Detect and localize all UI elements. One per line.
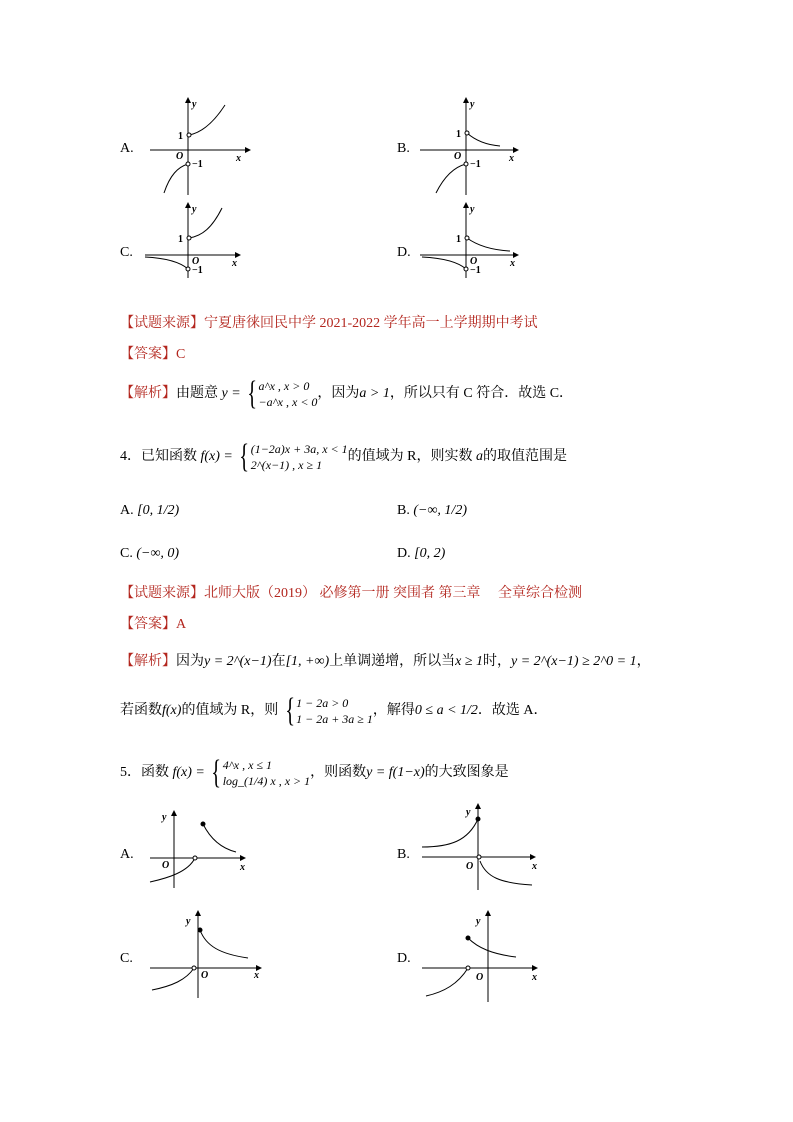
q4-option-b: [397, 503, 467, 519]
q5-stem-pre: 函数: [141, 765, 169, 781]
q5-option-a-graph: [148, 808, 253, 888]
q4-stem: [120, 440, 567, 474]
q3-option-c-graph: [140, 200, 260, 280]
label-x: x: [532, 861, 537, 872]
q3-option-d-graph: [418, 200, 538, 280]
option-label: C.: [120, 546, 133, 561]
label-x: x: [509, 153, 514, 164]
case-1: 4^x , x ≤ 1: [222, 758, 273, 772]
label-x: x: [532, 972, 537, 983]
q4-stem-pre: 已知函数: [141, 449, 197, 465]
q4-option-c: [120, 546, 179, 562]
case-2: 1 − 2a + 3a ≥ 1: [296, 712, 373, 726]
label-y: y: [470, 99, 475, 110]
q3-option-c-label: C.: [120, 245, 133, 260]
option-label: A.: [120, 503, 134, 518]
analysis-tag: 【解析】: [120, 654, 176, 669]
label-y: y: [192, 99, 197, 110]
q5-option-d-label: D.: [397, 951, 411, 966]
label-x: x: [510, 258, 515, 269]
math: 0 ≤ a < 1/2: [414, 703, 478, 719]
case-2: −a^x , x < 0: [258, 395, 318, 409]
answer-tag: 【答案】: [120, 347, 176, 362]
q3-analysis: 【解析】由题意 y = { a^x , x > 0 −a^x , x < 0 ，因为a > 1，所以只有 C 符合．故选 C．: [120, 375, 574, 412]
label-y: y: [186, 916, 191, 927]
q5-option-a-label: A.: [120, 847, 134, 862]
q5-option-c-label: C.: [120, 951, 133, 966]
label-origin: O: [454, 151, 462, 162]
q3-option-b-graph: [418, 95, 538, 200]
label-neg-one: −1: [470, 265, 481, 276]
label-neg-one: −1: [470, 159, 481, 170]
q5-stem: [120, 756, 509, 790]
label-x: x: [232, 258, 237, 269]
text: 因为: [176, 654, 204, 669]
text: 若函数: [120, 703, 162, 719]
q5-stem-mid: ，则函数: [310, 765, 367, 781]
q3-option-a-graph: [140, 95, 260, 200]
analysis-tag: 【解析】: [120, 386, 176, 402]
q5-number: 5．: [120, 765, 141, 781]
label-one: 1: [456, 234, 461, 245]
label-origin: O: [201, 970, 209, 981]
q4-fx: f(x) =: [200, 449, 233, 464]
piecewise-function: { a^x , x > 0 −a^x , x < 0: [247, 375, 318, 412]
analysis-post: ，所以只有 C 符合．故选 C．: [389, 386, 574, 402]
label-origin: O: [470, 256, 478, 267]
q4-answer: [120, 613, 186, 633]
option-value: (−∞, 1/2): [413, 503, 467, 518]
label-y: y: [192, 204, 197, 215]
label-y: y: [470, 204, 475, 215]
label-x: x: [240, 862, 245, 873]
analysis-pre: 由题意: [176, 386, 218, 402]
analysis-cond: a > 1: [359, 386, 390, 402]
analysis-mid: ，因为: [317, 386, 360, 402]
text: 的值域为 R，则: [181, 703, 279, 719]
label-one: 1: [178, 234, 183, 245]
q3-source: [120, 312, 538, 332]
label-origin: O: [466, 861, 474, 872]
label-x: x: [254, 970, 259, 981]
case-1: (1−2a)x + 3a, x < 1: [250, 442, 348, 456]
label-y: y: [162, 812, 167, 823]
case-2: log_(1/4) x , x > 1: [222, 774, 311, 788]
q5-option-b-label: B.: [397, 847, 410, 862]
q4-analysis-line2: [120, 694, 548, 728]
option-value: [0, 2): [414, 546, 446, 561]
q3-option-b-label: B.: [397, 141, 410, 156]
q5-piecewise: { 4^x , x ≤ 1 log_(1/4) x , x > 1: [211, 754, 311, 791]
math: f(x): [162, 703, 182, 719]
label-origin: O: [176, 151, 184, 162]
option-label: D.: [397, 546, 411, 561]
source-tag: 【试题来源】: [120, 316, 204, 331]
q4-piecewise: { (1−2a)x + 3a, x < 1 2^(x−1) , x ≥ 1: [239, 438, 348, 475]
q4-analysis-system: { 1 − 2a > 0 1 − 2a + 3a ≥ 1: [285, 692, 373, 729]
source-text: 宁夏唐徕回民中学 2021-2022 学年高一上学期期中考试: [204, 316, 538, 331]
q5-option-d-graph: [420, 910, 545, 1002]
label-neg-one: −1: [192, 159, 203, 170]
label-origin: O: [476, 972, 484, 983]
q4-analysis-line1: [120, 650, 651, 670]
q3-answer: [120, 343, 185, 363]
math: y = 2^(x−1): [204, 654, 272, 669]
answer-value: C: [176, 347, 186, 362]
q5-stem-post: 的大致图象是: [424, 765, 509, 781]
q3-option-a-label: A.: [120, 141, 134, 156]
case-1: 1 − 2a > 0: [296, 696, 349, 710]
math: y = 2^(x−1) ≥ 2^0 = 1: [511, 654, 637, 669]
text: 在: [271, 654, 286, 669]
q4-option-d: [397, 546, 445, 562]
label-one: 1: [178, 131, 183, 142]
text: 上单调递增，所以当: [329, 654, 456, 669]
label-y: y: [466, 807, 471, 818]
label-x: x: [236, 153, 241, 164]
source-text: 北师大版（2019） 必修第一册 突围者 第三章 全章综合检测: [204, 586, 582, 601]
q4-option-a: [120, 503, 179, 519]
math: x ≥ 1: [455, 654, 484, 669]
case-2: 2^(x−1) , x ≥ 1: [250, 458, 323, 472]
text: ．故选 A．: [477, 703, 548, 719]
option-label: B.: [397, 503, 410, 518]
text: 时，: [483, 654, 512, 669]
label-origin: O: [192, 256, 200, 267]
answer-value: A: [176, 617, 187, 632]
label-y: y: [476, 916, 481, 927]
q3-option-d-label: D.: [397, 245, 411, 260]
q5-fx: f(x) =: [172, 765, 205, 780]
text: ，: [636, 654, 651, 669]
q4-source: [120, 582, 582, 602]
case-1: a^x , x > 0: [258, 379, 310, 393]
label-origin: O: [162, 860, 170, 871]
q4-var: a: [475, 449, 483, 465]
option-value: [0, 1/2): [137, 503, 180, 518]
q4-stem-end: 的取值范围是: [482, 449, 567, 465]
option-value: (−∞, 0): [136, 546, 180, 561]
answer-tag: 【答案】: [120, 617, 176, 632]
q4-number: 4．: [120, 449, 141, 465]
text: ，解得: [372, 703, 415, 719]
q5-option-b-graph: [420, 805, 545, 890]
source-tag: 【试题来源】: [120, 586, 204, 601]
q4-stem-post: 的值域为 R，则实数: [347, 449, 473, 465]
q5-target: y = f(1−x): [366, 765, 425, 781]
math: [1, +∞): [285, 654, 330, 669]
label-neg-one: −1: [192, 265, 203, 276]
label-one: 1: [456, 129, 461, 140]
q5-option-c-graph: [148, 910, 268, 998]
